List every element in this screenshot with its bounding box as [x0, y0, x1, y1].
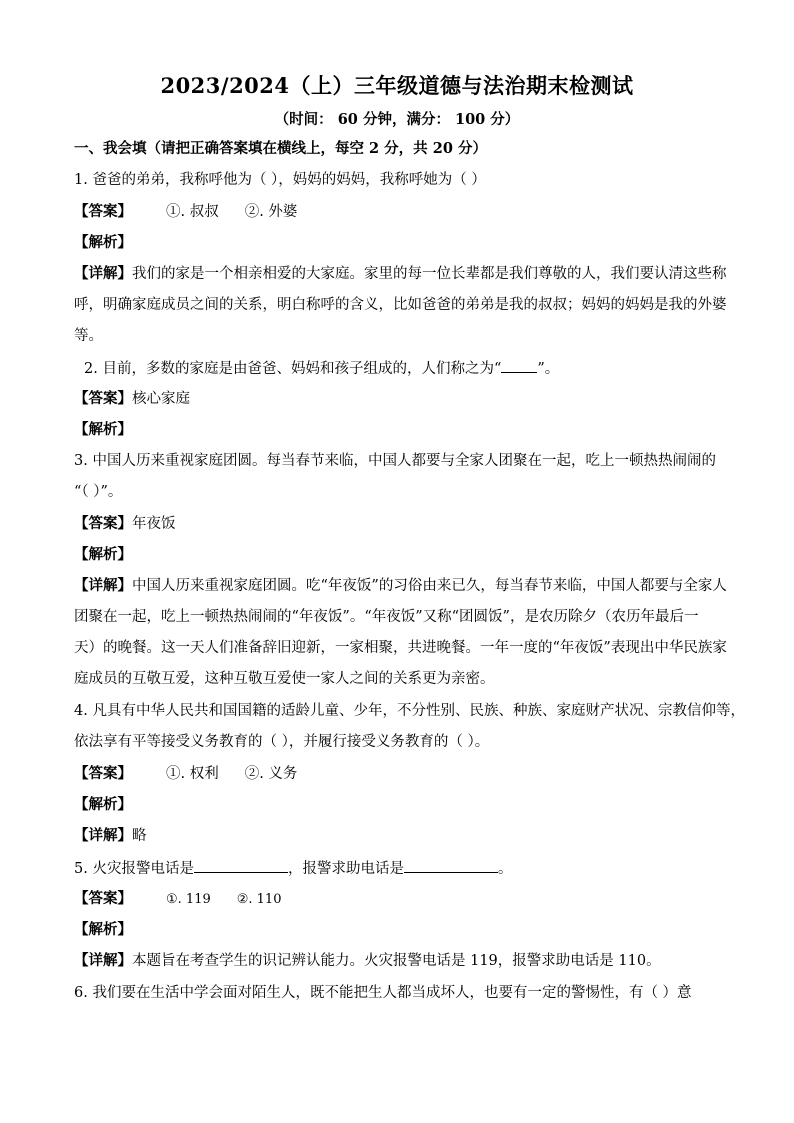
- answer-label: 【答案】: [74, 203, 132, 220]
- analysis-label: 【解析】: [74, 546, 132, 563]
- answer-label: 【答案】: [74, 890, 132, 907]
- detail-text: 呼，明确家庭成员之间的关系，明白称呼的含义，比如爸爸的弟弟是我的叔叔；妈妈的妈妈是我的外婆: [74, 297, 727, 313]
- question-2-stem: [84, 358, 734, 379]
- question-4-stem: 依法享有平等接受义务教育的（ ），并履行接受义务教育的（ ）。: [74, 734, 490, 750]
- detail-text: 天）的晚餐。这一天人们准备辞旧迎新，一家相聚，共进晚餐。一年一度的“年夜饭”表现出中华民族家: [74, 640, 727, 656]
- question-2-answer: [74, 389, 724, 409]
- detail-text: 团聚在一起，吃上一顿热热闹闹的“年夜饭”。“年夜饭”又称“团圆饭”，是农历除夕（农历年最后一: [74, 609, 699, 625]
- detail-text: 等。: [74, 328, 103, 344]
- answer-1: ①. 叔叔: [166, 204, 219, 220]
- answer-2: ②. 义务: [244, 766, 298, 782]
- answer-2: ②. 外婆: [244, 204, 298, 220]
- question-1-answer: [74, 202, 724, 222]
- question-5-detail: [74, 951, 724, 971]
- analysis-label: 【解析】: [74, 421, 132, 438]
- answer-blank: [404, 858, 498, 873]
- answer-text: 年夜饭: [132, 516, 176, 532]
- answer-label: 【答案】: [74, 515, 132, 532]
- stem-text: ”。: [537, 361, 560, 377]
- answer-label: 【答案】: [74, 390, 132, 407]
- question-5-stem: [74, 858, 724, 879]
- detail-label: 【详解】: [74, 265, 132, 282]
- answer-label: 【答案】: [74, 765, 132, 782]
- answer-2: ②. 110: [236, 892, 282, 907]
- analysis-label: 【解析】: [74, 796, 132, 813]
- question-4-stem: 4. 凡具有中华人民共和国国籍的适龄儿童、少年，不分性别、民族、种族、家庭财产状况、宗教信仰等，: [74, 703, 745, 719]
- page-title: 2023/2024（上）三年级道德与法治期末检测试: [160, 73, 634, 98]
- question-3-stem: 3. 中国人历来重视家庭团圆。每当春节来临，中国人都要与全家人团聚在一起，吃上一顿热热闹闹的: [74, 453, 716, 469]
- question-4-answer: [74, 764, 724, 784]
- detail-text: 本题旨在考查学生的识记辨认能力。火灾报警电话是 119，报警求助电话是 110。: [132, 953, 661, 969]
- question-3-answer: [74, 514, 724, 534]
- question-1-detail: [74, 264, 727, 284]
- detail-text: 略: [132, 828, 147, 844]
- detail-label: 【详解】: [74, 827, 132, 844]
- answer-text: 核心家庭: [132, 391, 190, 407]
- question-3-stem: “（ ）”。: [74, 484, 123, 500]
- section-heading: 一、我会填（请把正确答案填在横线上，每空 2 分，共 20 分）: [74, 140, 487, 157]
- detail-text: 中国人历来重视家庭团圆。吃“年夜饭”的习俗由来已久，每当春节来临，中国人都要与全家人: [132, 578, 727, 594]
- detail-text: 我们的家是一个相亲相爱的大家庭。家里的每一位长辈都是我们尊敬的人，我们要认清这些称: [132, 266, 727, 282]
- analysis-label: 【解析】: [74, 234, 132, 251]
- question-5-answer: [74, 889, 724, 910]
- detail-text: 庭成员的互敬互爱，这种互敬互爱使一家人之间的关系更为亲密。: [74, 671, 495, 687]
- stem-text: 2. 目前，多数的家庭是由爸爸、妈妈和孩子组成的，人们称之为“: [84, 361, 502, 377]
- answer-1: ①. 权利: [166, 766, 219, 782]
- question-4-detail: [74, 826, 724, 846]
- question-3-detail: [74, 576, 727, 596]
- stem-text: 5. 火灾报警电话是: [74, 861, 194, 877]
- answer-blank: [501, 358, 537, 373]
- answer-blank: [194, 858, 288, 873]
- question-1-stem: 1. 爸爸的弟弟，我称呼他为（ ），妈妈的妈妈，我称呼她为（ ）: [74, 172, 486, 188]
- stem-text: ，报警求助电话是: [287, 861, 404, 877]
- answer-1: ①. 119: [166, 892, 211, 907]
- analysis-label: 【解析】: [74, 921, 132, 938]
- detail-label: 【详解】: [74, 952, 132, 969]
- detail-label: 【详解】: [74, 577, 132, 594]
- exam-info: （时间： 60 分钟，满分： 100 分）: [274, 111, 520, 128]
- question-6-stem: 6. 我们要在生活中学会面对陌生人，既不能把生人都当成坏人，也要有一定的警惕性，有（ ）意: [74, 985, 692, 1001]
- stem-text: 。: [497, 861, 513, 877]
